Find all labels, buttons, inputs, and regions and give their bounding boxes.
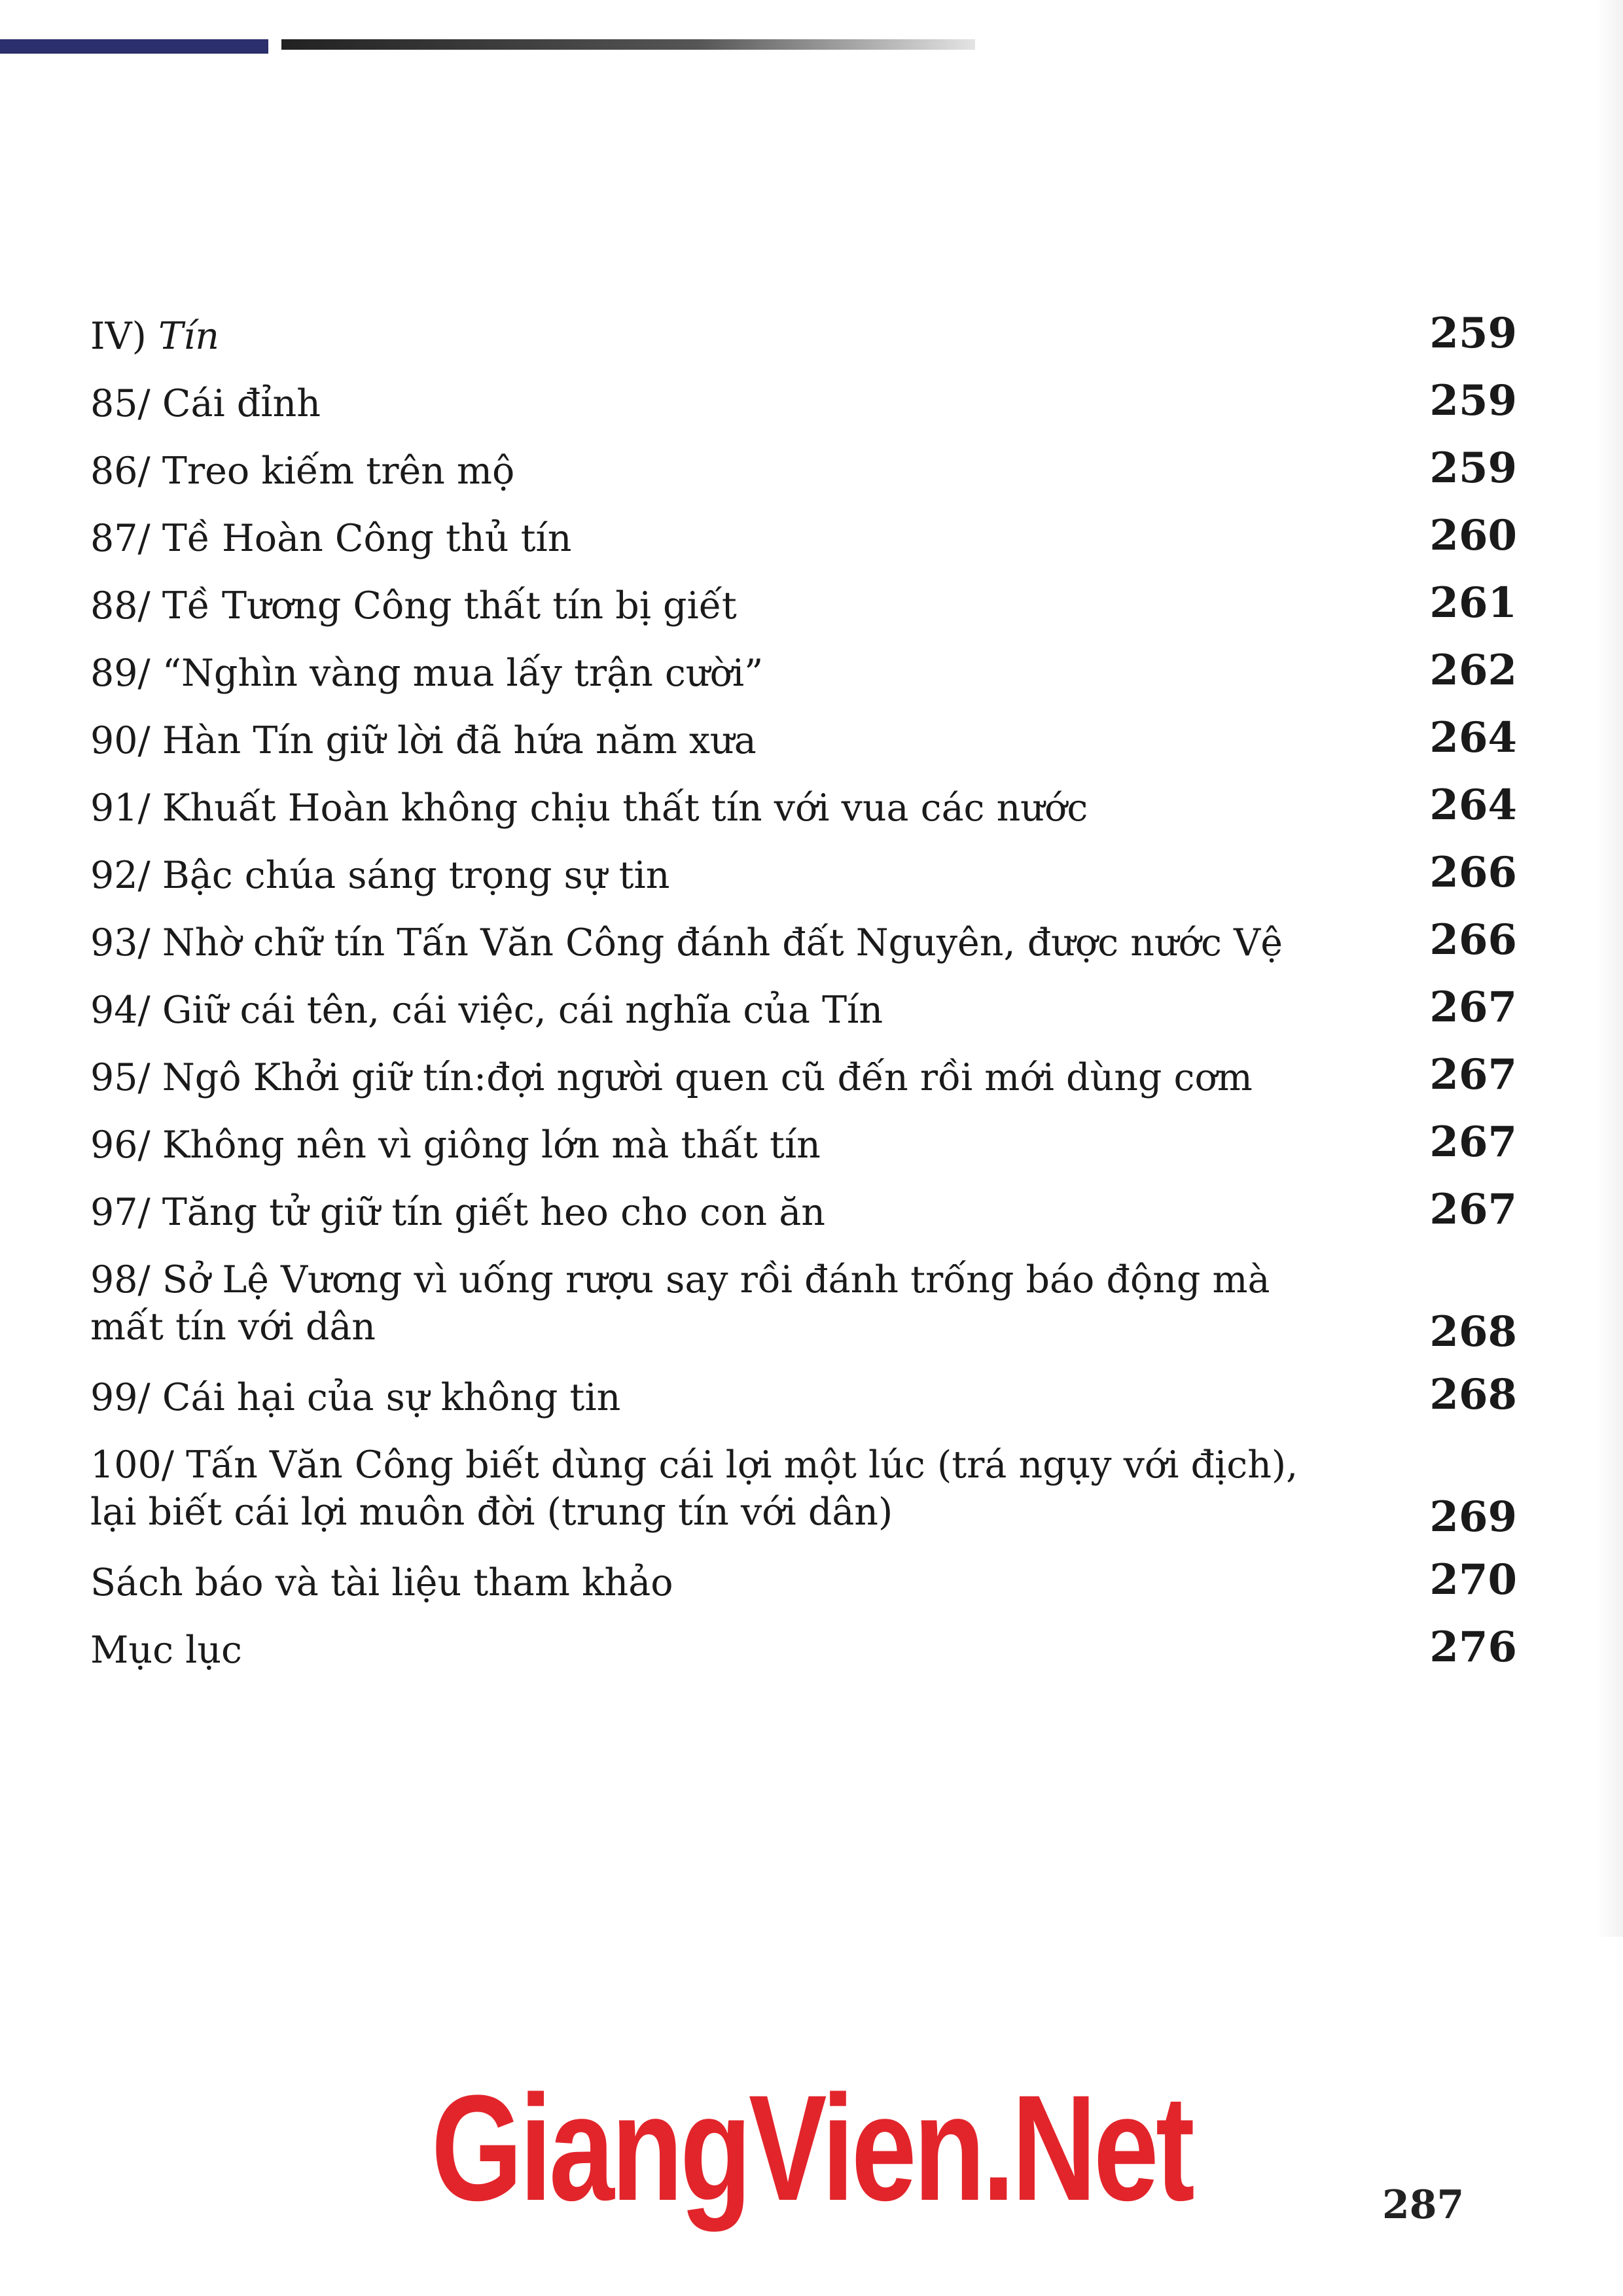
toc-entry bbox=[90, 1050, 1517, 1122]
toc-entry-title: 91/ Khuất Hoàn không chịu thất tín với vua các nước bbox=[90, 786, 1088, 830]
toc-entry-title: 86/ Treo kiếm trên mộ bbox=[90, 450, 515, 493]
toc-entry bbox=[90, 1185, 1517, 1256]
toc-entry bbox=[90, 511, 1517, 582]
toc-entry bbox=[90, 983, 1517, 1054]
section-prefix: IV) bbox=[90, 315, 159, 358]
scan-edge-right bbox=[1597, 0, 1623, 1937]
toc-entry-page: 261 bbox=[1429, 578, 1517, 627]
toc-entry bbox=[90, 713, 1517, 785]
toc-entry bbox=[90, 848, 1517, 919]
toc-entry bbox=[90, 1555, 1517, 1627]
section-name: Tín bbox=[158, 315, 220, 358]
toc-entry-page: 266 bbox=[1429, 848, 1517, 897]
toc-entry-page: 276 bbox=[1429, 1623, 1517, 1672]
toc-entry-page: 267 bbox=[1429, 1050, 1517, 1099]
toc-entry bbox=[90, 1118, 1517, 1189]
toc-entry-page: 270 bbox=[1429, 1555, 1517, 1604]
toc-entry bbox=[90, 1441, 1517, 1559]
toc-entry-page: 260 bbox=[1429, 511, 1517, 560]
toc-entry-page: 268 bbox=[1429, 1307, 1517, 1356]
toc-entry-title: 95/ Ngô Khởi giữ tín:đợi người quen cũ đến rồi mới dùng cơm bbox=[90, 1056, 1253, 1099]
toc-entry-title: Sách báo và tài liệu tham khảo bbox=[90, 1561, 673, 1604]
table-of-contents bbox=[90, 309, 1517, 1694]
toc-entry-title: Mục lục bbox=[90, 1629, 242, 1672]
toc-entry bbox=[90, 1256, 1517, 1374]
toc-entry-title: 100/ Tấn Văn Công biết dùng cái lợi một lúc (trá ngụy với địch), lại biết cái lợi muôn đời (trung tín với dân) bbox=[90, 1443, 1298, 1534]
scan-edge-dark bbox=[281, 39, 975, 50]
watermark-logo: GiangVien.Net bbox=[431, 2064, 1192, 2232]
toc-entry-title: 90/ Hàn Tín giữ lời đã hứa năm xưa bbox=[90, 719, 757, 762]
toc-entry-title: 96/ Không nên vì giông lớn mà thất tín bbox=[90, 1123, 821, 1167]
toc-entry-page: 259 bbox=[1429, 444, 1517, 493]
toc-entry-section-iv bbox=[90, 309, 1517, 380]
toc-entry-title: 97/ Tăng tử giữ tín giết heo cho con ăn bbox=[90, 1191, 825, 1234]
toc-entry bbox=[90, 444, 1517, 515]
toc-entry bbox=[90, 646, 1517, 717]
toc-entry-page: 264 bbox=[1429, 781, 1517, 830]
toc-entry-page: 268 bbox=[1429, 1370, 1517, 1419]
toc-entry-page: 266 bbox=[1429, 915, 1517, 964]
toc-entry bbox=[90, 376, 1517, 448]
toc-entry-page: 262 bbox=[1429, 646, 1517, 695]
toc-entry-page: 259 bbox=[1429, 309, 1517, 358]
toc-entry bbox=[90, 1370, 1517, 1441]
toc-entry-title: 85/ Cái đỉnh bbox=[90, 382, 321, 425]
toc-entry-title bbox=[90, 313, 1334, 360]
toc-entry bbox=[90, 1623, 1517, 1694]
toc-entry-title: 92/ Bậc chúa sáng trọng sự tin bbox=[90, 854, 670, 897]
toc-entry-title: 98/ Sở Lệ Vương vì uống rượu say rồi đánh trống báo động mà mất tín với dân bbox=[90, 1258, 1270, 1349]
toc-entry bbox=[90, 781, 1517, 852]
page-number: 287 bbox=[1382, 2182, 1465, 2228]
toc-entry-title: 94/ Giữ cái tên, cái việc, cái nghĩa của Tín bbox=[90, 989, 883, 1032]
toc-entry-page: 267 bbox=[1429, 1185, 1517, 1234]
toc-entry-title: 89/ “Nghìn vàng mua lấy trận cười” bbox=[90, 652, 764, 695]
toc-entry-page: 267 bbox=[1429, 1118, 1517, 1167]
toc-entry-title: 99/ Cái hại của sự không tin bbox=[90, 1376, 621, 1419]
toc-entry-page: 269 bbox=[1429, 1492, 1517, 1542]
toc-entry-title: 93/ Nhờ chữ tín Tấn Văn Công đánh đất Nguyên, được nước Vệ bbox=[90, 921, 1283, 964]
scan-edge-blue bbox=[0, 39, 268, 54]
toc-entry-page: 259 bbox=[1429, 376, 1517, 425]
toc-entry bbox=[90, 915, 1517, 987]
toc-entry-title: 88/ Tề Tương Công thất tín bị giết bbox=[90, 584, 737, 627]
toc-entry bbox=[90, 578, 1517, 650]
toc-entry-title: 87/ Tề Hoàn Công thủ tín bbox=[90, 517, 572, 560]
toc-entry-page: 267 bbox=[1429, 983, 1517, 1032]
toc-entry-page: 264 bbox=[1429, 713, 1517, 762]
